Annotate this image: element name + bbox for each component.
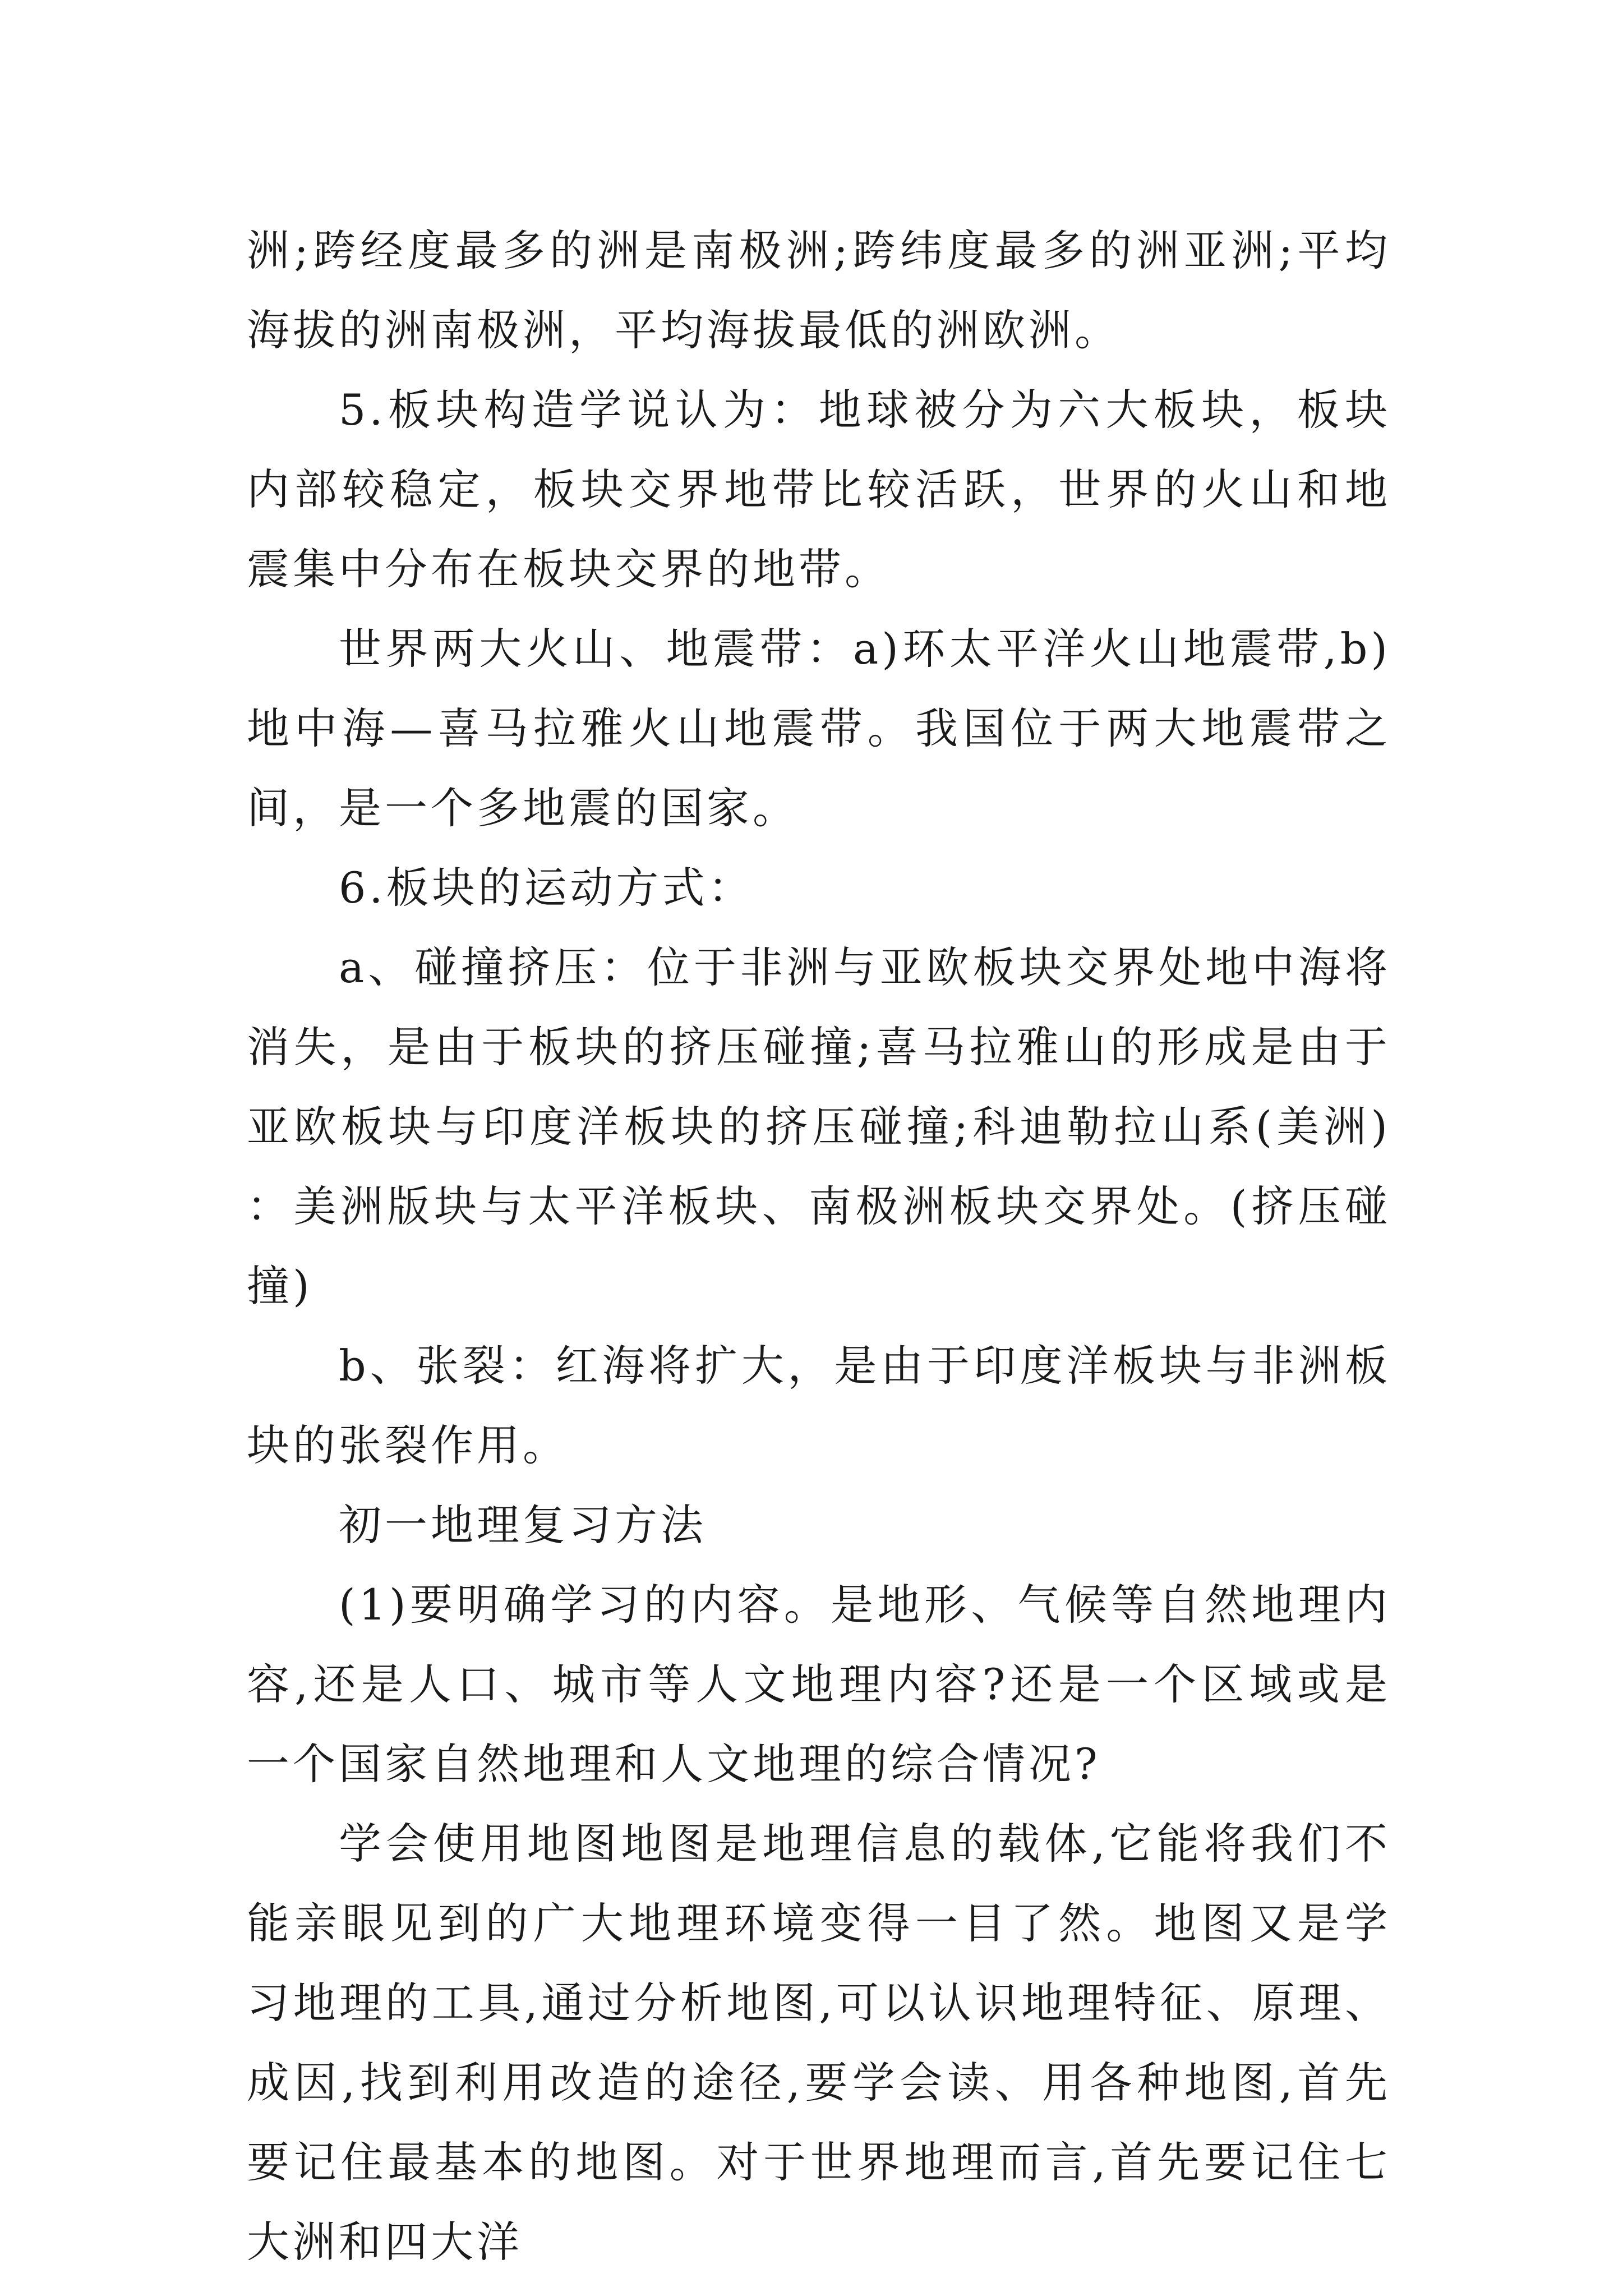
paragraph-collision: a、碰撞挤压：位于非洲与亚欧板块交界处地中海将消失，是由于板块的挤压碰撞;喜马拉雅山的形成是由于亚欧板块与印度洋板块的挤压碰撞;科迪勒拉山系(美洲)：美洲版块与太平洋板块、南极洲板块交界处。(挤压碰撞) [247, 942, 1391, 1311]
paragraph-plate-tectonics: 5.板块构造学说认为：地球被分为六大板块，板块内部较稳定，板块交界地带比较活跃，世界的火山和地震集中分布在板块交界的地带。 [247, 385, 1391, 594]
paragraph-study-content: (1)要明确学习的内容。是地形、气候等自然地理内容,还是人口、城市等人文地理内容?还是一个区域或是一个国家自然地理和人文地理的综合情况? [247, 1580, 1391, 1789]
document-body [247, 211, 1391, 2282]
paragraph-map-usage: 学会使用地图地图是地理信息的载体,它能将我们不能亲眼见到的广大地理环境变得一目了然。地图又是学习地理的工具,通过分析地图,可以认识地理特征、原理、成因,找到利用改造的途径,要学会读、用各种地图,首先要记住最基本的地图。对于世界地理而言,首先要记住七大洲和四大洋 [247, 1819, 1391, 2267]
paragraph-rifting: b、张裂：红海将扩大，是由于印度洋板块与非洲板块的张裂作用。 [247, 1341, 1391, 1470]
paragraph-seismic-belts: 世界两大火山、地震带：a)环太平洋火山地震带,b)地中海—喜马拉雅火山地震带。我国位于两大地震带之间，是一个多地震的国家。 [247, 624, 1391, 833]
paragraph-plate-motion-heading: 6.板块的运动方式： [339, 863, 754, 913]
paragraph-review-method-heading: 初一地理复习方法 [339, 1500, 707, 1550]
paragraph-continents-summary: 洲;跨经度最多的洲是南极洲;跨纬度最多的洲亚洲;平均海拔的洲南极洲，平均海拔最低的洲欧洲。 [247, 226, 1391, 355]
